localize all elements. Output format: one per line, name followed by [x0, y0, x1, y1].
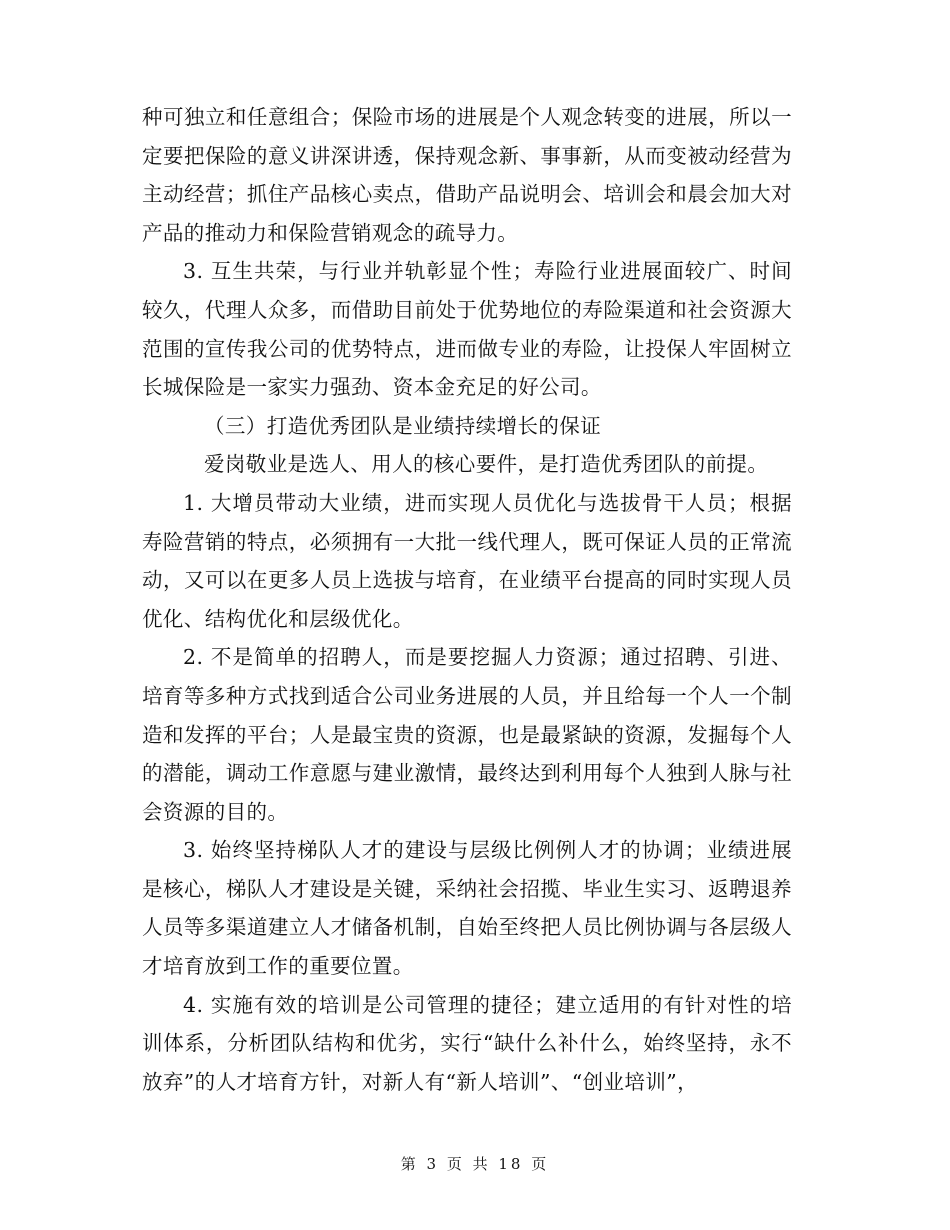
paragraph-item-1-recruit: 1. 大增员带动大业绩，进而实现人员优化与选拔骨干人员；根据寿险营销的特点，必须拥有一大批一线代理人，既可保证人员的正常流动，又可以在更多人员上选拔与培育，在业绩平台提高的同时实现人员优化、结构优化和层级优化。 — [142, 490, 792, 631]
paragraph-team-intro: 爱岗敬业是选人、用人的核心要件，是打造优秀团队的前提。 — [204, 452, 769, 477]
paragraph-continuation: 种可独立和任意组合；保险市场的进展是个人观念转变的进展，所以一定要把保险的意义讲深讲透，保持观念新、事事新，从而变被动经营为主动经营；抓住产品核心卖点，借助产品说明会、培训会和晨会加大对产品的推动力和保险营销观念的疏导力。 — [142, 105, 792, 245]
body-text — [142, 98, 792, 1101]
section-heading-team: （三）打造优秀团队是业绩持续增长的保证 — [204, 413, 602, 438]
page-number-footer: 第 3 页 共 18 页 — [400, 1155, 550, 1173]
paragraph-item-4-training: 4. 实施有效的培训是公司管理的捷径；建立适用的有针对性的培训体系，分析团队结构和优劣，实行“缺什么补什么，始终坚持，永不放弃”的人才培育方针，对新人有“新人培训”、“创业培训”， — [142, 992, 792, 1094]
paragraph-item-3-echelon: 3. 始终坚持梯队人才的建设与层级比例例人才的协调；业绩进展是核心，梯队人才建设是关键，采纳社会招揽、毕业生实习、返聘退养人员等多渠道建立人才储备机制，自始至终把人员比例协调与各层级人才培育放到工作的重要位置。 — [142, 838, 792, 979]
paragraph-item-3-coexist: 3. 互生共荣，与行业并轨彰显个性；寿险行业进展面较广、时间较久，代理人众多，而借助目前处于优势地位的寿险渠道和社会资源大范围的宣传我公司的优势特点，进而做专业的寿险，让投保人牢固树立长城保险是一家实力强劲、资本金充足的好公司。 — [142, 259, 792, 400]
paragraph-item-2-talent: 2. 不是简单的招聘人，而是要挖掘人力资源；通过招聘、引进、培育等多种方式找到适合公司业务进展的人员，并且给每一个人一个制造和发挥的平台；人是最宝贵的资源，也是最紧缺的资源，发掘每个人的潜能，调动工作意愿与建业激情，最终达到利用每个人独到人脉与社会资源的目的。 — [142, 645, 792, 824]
